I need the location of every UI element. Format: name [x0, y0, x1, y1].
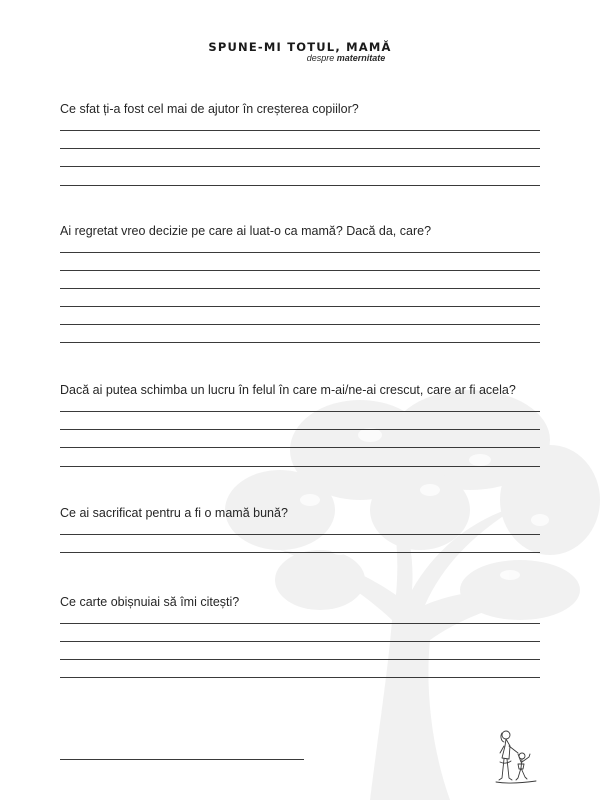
answer-line[interactable]: [60, 306, 540, 307]
answer-line[interactable]: [60, 324, 540, 325]
answer-line[interactable]: [60, 411, 540, 412]
answer-line[interactable]: [60, 185, 540, 186]
answer-line[interactable]: [60, 148, 540, 149]
answer-line[interactable]: [60, 659, 540, 660]
answer-line[interactable]: [60, 534, 540, 535]
answer-line[interactable]: [60, 447, 540, 448]
answer-line[interactable]: [60, 677, 540, 678]
answer-line[interactable]: [60, 270, 540, 271]
page-subtitle: [0, 53, 600, 63]
question-3: Dacă ai putea schimba un lucru în felul în care m-ai/ne-ai crescut, care ar fi acela?: [60, 383, 516, 397]
answer-line[interactable]: [60, 466, 540, 467]
question-2: Ai regretat vreo decizie pe care ai luat-o ca mamă? Dacă da, care?: [60, 224, 432, 238]
answer-line[interactable]: [60, 166, 540, 167]
answer-line[interactable]: [60, 342, 540, 343]
answer-line[interactable]: [60, 623, 540, 624]
page-title: SPUNE-MI TOTUL, MAMĂ: [208, 40, 392, 54]
answer-line[interactable]: [60, 552, 540, 553]
question-4: Ce ai sacrificat pentru a fi o mamă bună?: [60, 506, 288, 520]
answer-line[interactable]: [60, 641, 540, 642]
page-header: [0, 40, 600, 54]
question-1: Ce sfat ți-a fost cel mai de ajutor în creșterea copiilor?: [60, 102, 359, 116]
answer-line[interactable]: [60, 429, 540, 430]
mother-child-sketch-icon: [492, 726, 544, 786]
answer-line[interactable]: [60, 252, 540, 253]
subtitle-prefix: despre: [306, 53, 335, 63]
subtitle-emphasis: maternitate: [336, 53, 386, 63]
answer-line[interactable]: [60, 130, 540, 131]
answer-line[interactable]: [60, 288, 540, 289]
signature-line[interactable]: [60, 759, 304, 760]
question-5: Ce carte obișnuiai să îmi citești?: [60, 595, 240, 609]
